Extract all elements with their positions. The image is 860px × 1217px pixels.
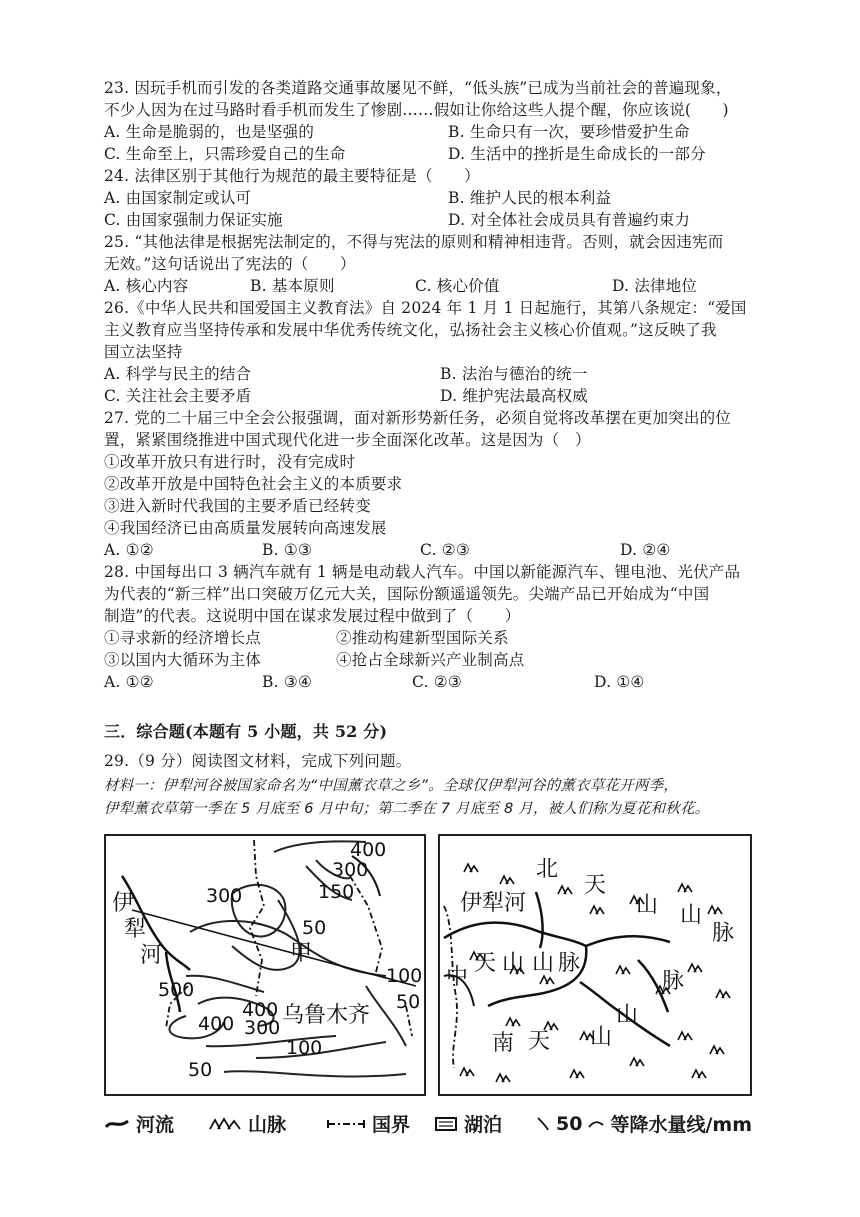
q28-option-c: C. ②③ bbox=[412, 673, 462, 691]
legend-isohyet-label: 等降水量线/mm bbox=[610, 1114, 752, 1136]
map-left-iso-300-left: 300 bbox=[206, 885, 243, 907]
map-left-iso-50-mid: 50 bbox=[302, 917, 327, 939]
q28-stem-line3: 制造”的代表。这说明中国在谋求发展过程中做到了（ ） bbox=[104, 607, 521, 625]
section-3-heading: 三．综合题(本题有 5 小题，共 52 分) bbox=[104, 722, 388, 741]
map-right-label-mai3: 脉 bbox=[662, 969, 685, 994]
map-legend bbox=[104, 1108, 784, 1140]
material-1-line1: 材料一：伊犁河谷被国家命名为“中国薰衣草之乡”。全球仅伊犁河谷的薰衣草花开两季， bbox=[104, 778, 679, 794]
q23-stem-line1: 23. 因玩手机而引发的各类道路交通事故屡见不鲜，“低头族”已成为当前社会的普遍现象， bbox=[104, 79, 732, 97]
q24-option-b: B. 维护人民的根本利益 bbox=[448, 189, 612, 207]
map-right-label-mai1: 脉 bbox=[712, 921, 735, 946]
q27-option-d: D. ②④ bbox=[620, 541, 671, 559]
isohyet-tail-icon bbox=[588, 1119, 604, 1129]
q23-stem-line2: 不少人因为在过马路时看手机而发生了惨剧……假如让你给这些人提个醒，你应该说( ) bbox=[104, 101, 729, 119]
map-left-iso-150: 150 bbox=[318, 881, 355, 903]
map-left-label-jia: 甲 bbox=[290, 941, 313, 966]
q25-stem-line1: 25. “其他法律是根据宪法制定的，不得与宪法的原则和精神相违背。否则，就会因违宪而 bbox=[104, 233, 724, 251]
map-right-label-shan6: 山 bbox=[590, 1025, 613, 1050]
legend-border bbox=[326, 1110, 410, 1137]
map-left-iso-400-top: 400 bbox=[350, 839, 387, 861]
map-right-label-tian1: 天 bbox=[584, 873, 607, 898]
map-left-iso-400-b: 400 bbox=[198, 1013, 235, 1035]
q25-option-a: A. 核心内容 bbox=[104, 277, 189, 295]
map-right-label-shan3: 山 bbox=[502, 951, 525, 976]
map-left-iso-300-top: 300 bbox=[332, 859, 369, 881]
tianshan-map bbox=[438, 834, 752, 1096]
map-left-label-city: 乌鲁木齐 bbox=[282, 1003, 371, 1028]
map-right-label-mai2: 脉 bbox=[558, 951, 581, 976]
legend-mountain bbox=[208, 1110, 286, 1137]
isohyet-map bbox=[104, 834, 426, 1096]
q28-statement-2: ②推动构建新型国际关系 bbox=[336, 629, 509, 647]
q27-statement-3: ③进入新时代我国的主要矛盾已经转变 bbox=[104, 497, 371, 515]
map-left-label-li: 犁 bbox=[124, 917, 147, 942]
tianshan-map-svg bbox=[440, 836, 750, 1094]
map-left-iso-50-bottom: 50 bbox=[188, 1059, 213, 1081]
mountain-icon bbox=[208, 1117, 242, 1131]
q23-option-d: D. 生活中的挫折是生命成长的一部分 bbox=[448, 145, 706, 163]
q25-option-d: D. 法律地位 bbox=[612, 277, 698, 295]
q24-stem: 24. 法律区别于其他行为规范的最主要特征是（ ） bbox=[104, 167, 480, 185]
q25-stem-line2: 无效。”这句话说出了宪法的（ ） bbox=[104, 255, 356, 273]
q29-stem: 29.（9 分）阅读图文材料，完成下列问题。 bbox=[104, 752, 412, 770]
q28-statement-4: ④抢占全球新兴产业制高点 bbox=[336, 651, 525, 669]
map-left-iso-100-bottom: 100 bbox=[286, 1037, 323, 1059]
q23-option-c: C. 生命至上，只需珍爱自己的生命 bbox=[104, 145, 346, 163]
q27-statement-4: ④我国经济已由高质量发展转向高速发展 bbox=[104, 519, 387, 537]
q25-option-b: B. 基本原则 bbox=[250, 277, 335, 295]
map-left-iso-500: 500 bbox=[158, 979, 195, 1001]
q24-option-a: A. 由国家制定或认可 bbox=[104, 189, 252, 207]
map-left-label-he: 河 bbox=[140, 943, 163, 968]
q27-stem-line1: 27. 党的二十届三中全会公报强调，面对新形势新任务，必须自觉将改革摆在更加突出的位 bbox=[104, 409, 731, 427]
q27-option-a: A. ①② bbox=[104, 541, 154, 559]
q26-stem-line2: 主义教育应当坚持传承和发展中华优秀传统文化，弘扬社会主义核心价值观。”这反映了我 bbox=[104, 321, 717, 339]
map-right-label-tian3: 天 bbox=[528, 1029, 551, 1054]
q28-option-d: D. ①④ bbox=[594, 673, 645, 691]
map-right-label-shan1: 山 bbox=[636, 893, 659, 918]
map-left-label-yi: 伊 bbox=[112, 891, 135, 916]
map-right-label-shan4: 山 bbox=[532, 951, 555, 976]
q27-option-b: B. ①③ bbox=[262, 541, 313, 559]
map-right-label-shan2: 山 bbox=[680, 903, 703, 928]
q23-option-a: A. 生命是脆弱的，也是坚强的 bbox=[104, 123, 315, 141]
q27-option-c: C. ②③ bbox=[420, 541, 470, 559]
q23-option-b: B. 生命只有一次，要珍惜爱护生命 bbox=[448, 123, 690, 141]
map-right-label-zhong: 中 bbox=[446, 965, 469, 990]
q26-option-d: D. 维护宪法最高权威 bbox=[440, 387, 588, 405]
q24-option-c: C. 由国家强制力保证实施 bbox=[104, 211, 283, 229]
map-left-iso-300-bottom: 300 bbox=[244, 1017, 281, 1039]
q26-option-c: C. 关注社会主要矛盾 bbox=[104, 387, 252, 405]
legend-isohyet bbox=[536, 1110, 752, 1137]
material-1-line2: 伊犁薰衣草第一季在 5 月底至 6 月中旬；第二季在 7 月底至 8 月，被人们称为夏花和秋花。 bbox=[104, 801, 710, 817]
q25-option-c: C. 核心价值 bbox=[415, 277, 500, 295]
legend-mountain-label: 山脉 bbox=[248, 1114, 287, 1136]
map-right-label-yilihe: 伊犁河 bbox=[460, 891, 527, 916]
q28-option-b: B. ③④ bbox=[262, 673, 313, 691]
q28-stem-line1: 28. 中国每出口 3 辆汽车就有 1 辆是电动载人汽车。中国以新能源汽车、锂电池、光伏产品 bbox=[104, 563, 741, 581]
q28-statement-1: ①寻求新的经济增长点 bbox=[104, 629, 262, 647]
isohyet-icon bbox=[536, 1116, 550, 1132]
river-icon bbox=[104, 1117, 130, 1131]
legend-isohyet-value: 50 bbox=[556, 1112, 583, 1135]
q24-option-d: D. 对全体社会成员具有普遍约束力 bbox=[448, 211, 691, 229]
map-right-label-shan5: 山 bbox=[616, 1003, 639, 1028]
legend-lake-label: 湖泊 bbox=[464, 1114, 503, 1136]
q28-stem-line2: 为代表的“新三样”出口突破万亿元大关，国际份额遥遥领先。尖端产品已开始成为“中国 bbox=[104, 585, 710, 603]
q26-stem-line3: 国立法坚持 bbox=[104, 343, 183, 361]
border-icon bbox=[326, 1117, 366, 1131]
map-left-iso-100-right: 100 bbox=[386, 965, 423, 987]
legend-river-label: 河流 bbox=[136, 1114, 175, 1136]
map-right-label-bei: 北 bbox=[536, 857, 559, 882]
map-left-iso-50-right: 50 bbox=[396, 991, 421, 1013]
isohyet-map-svg bbox=[106, 836, 424, 1094]
legend-border-label: 国界 bbox=[372, 1114, 411, 1136]
q27-statement-2: ②改革开放是中国特色社会主义的本质要求 bbox=[104, 475, 403, 493]
map-left-iso-400-a: 400 bbox=[242, 999, 279, 1021]
q26-option-b: B. 法治与德治的统一 bbox=[440, 365, 588, 383]
map-right-label-tian2: 天 bbox=[474, 951, 497, 976]
q27-stem-line2: 置，紧紧围绕推进中国式现代化进一步全面深化改革。这是因为（ ） bbox=[104, 431, 591, 449]
q26-option-a: A. 科学与民主的结合 bbox=[104, 365, 252, 383]
map-right-label-nan: 南 bbox=[492, 1031, 515, 1056]
lake-icon bbox=[434, 1116, 458, 1132]
q28-option-a: A. ①② bbox=[104, 673, 154, 691]
legend-lake bbox=[434, 1110, 502, 1137]
q26-stem-line1: 26.《中华人民共和国爱国主义教育法》自 2024 年 1 月 1 日起施行，其第八条规定：“爱国 bbox=[104, 299, 747, 317]
q28-statement-3: ③以国内大循环为主体 bbox=[104, 651, 262, 669]
q27-statement-1: ①改革开放只有进行时，没有完成时 bbox=[104, 453, 356, 471]
legend-river bbox=[104, 1110, 174, 1137]
